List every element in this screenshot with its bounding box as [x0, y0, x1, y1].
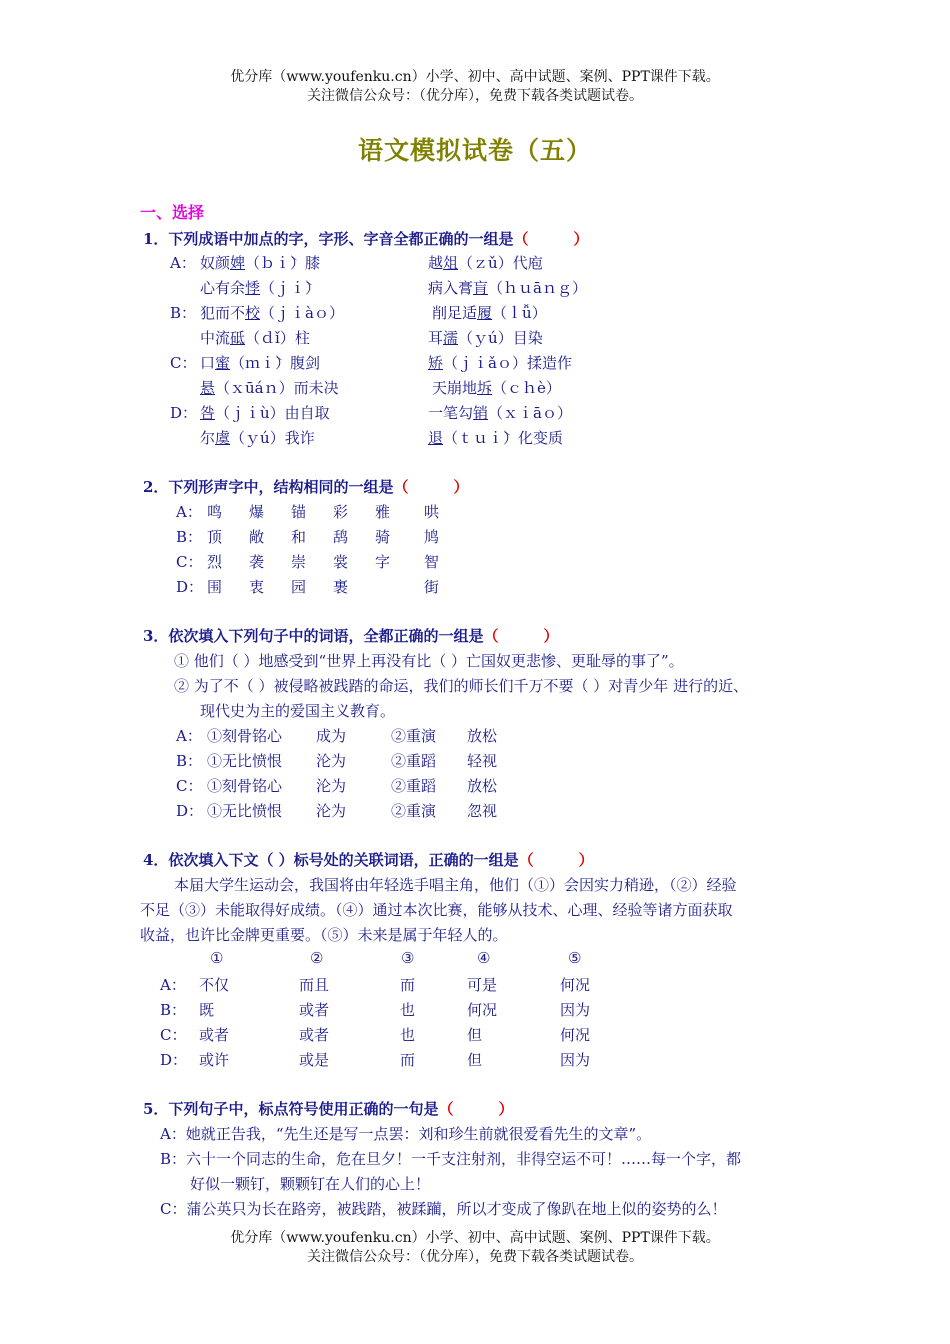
question-4-stem [143, 849, 594, 870]
word-cell: ①刻骨铭心 [207, 727, 283, 745]
option-label: A： [176, 727, 202, 745]
sentence-1: ① 他们（ ）地感受到“世界上再没有比（ ）亡国奴更悲惨、更耻辱的事了”。 [174, 652, 684, 670]
idiom-b4: 耳濡（ｙú）目染 [428, 329, 543, 347]
question-1-text: 1．下列成语中加点的字，字形、字音全都正确的一组是 [143, 230, 514, 248]
idiom-a3: 心有余悸（ｊｉ̀） [200, 279, 321, 297]
option-label: D： [160, 1051, 188, 1069]
word-cell: 也 [400, 1026, 416, 1044]
question-4-text: 4．依次填入下文（ ）标号处的关联词语，正确的一组是 [143, 851, 519, 869]
char-cell: 哄 [424, 503, 440, 521]
char-cell: 骑 [375, 528, 391, 546]
answer-blank: （ ） [513, 230, 589, 248]
answer-blank: （ ） [518, 851, 594, 869]
word-cell: 沦为 [316, 777, 347, 795]
question-5-stem [143, 1098, 513, 1119]
char-cell: 园 [291, 578, 307, 596]
column-header: ④ [477, 949, 491, 967]
option-label: B： [170, 304, 197, 322]
idiom-c1: 口蜜（ｍｉ̀）腹剑 [200, 354, 321, 372]
word-cell: ②重演 [391, 802, 437, 820]
idiom-b2: 削足适履（ｌǚ） [432, 304, 547, 322]
word-cell: 也 [400, 1001, 416, 1019]
idiom-b3: 中流砥（ｄǐ）柱 [200, 329, 310, 347]
option-b-cont: 好似一颗钉，颗颗钉在人们的心上！ [190, 1175, 431, 1193]
word-cell: 轻视 [467, 752, 498, 770]
option-label: A： [170, 254, 196, 272]
word-cell: 或者 [299, 1001, 330, 1019]
question-2-text: 2．下列形声字中，结构相同的一组是 [143, 478, 394, 496]
word-cell: 因为 [560, 1051, 591, 1069]
word-cell: 忽视 [467, 802, 498, 820]
header-line-1: 优分库（www.youfenku.cn）小学、初中、高中试题、案例、PPT课件下载。 [230, 69, 720, 85]
idiom-d1: 咎（ｊｉù）由自取 [200, 404, 330, 422]
word-cell: ①无比愤恨 [207, 802, 283, 820]
idiom-d2: 一笔勾销（ｘｉāｏ） [428, 404, 572, 422]
option-label: D： [176, 802, 204, 820]
word-cell: 因为 [560, 1001, 591, 1019]
word-cell: 但 [467, 1026, 483, 1044]
char-cell: 爆 [249, 503, 265, 521]
word-cell: ②重蹈 [391, 752, 437, 770]
char-cell: 围 [207, 578, 223, 596]
answer-blank: （ ） [393, 478, 469, 496]
option-a: A：她就正告我，“先生还是写一点罢：刘和珍生前就很爱看先生的文章”。 [160, 1125, 652, 1143]
word-cell: ①刻骨铭心 [207, 777, 283, 795]
idiom-a2: 越俎（ｚǔ）代庖 [428, 254, 543, 272]
char-cell: 雅 [375, 503, 391, 521]
option-label: B： [160, 1001, 187, 1019]
char-cell: 裳 [333, 553, 349, 571]
char-cell: 鸣 [207, 503, 223, 521]
word-cell: ①无比愤恨 [207, 752, 283, 770]
idiom-c2: 矫（ｊｉǎｏ）揉造作 [428, 354, 572, 372]
word-cell: 沦为 [316, 802, 347, 820]
char-cell: 智 [424, 553, 440, 571]
char-cell: 鸠 [424, 528, 440, 546]
question-3-stem [143, 625, 558, 646]
word-cell: 或许 [199, 1051, 230, 1069]
header-line-2: 关注微信公众号：（优分库），免费下载各类试题试卷。 [307, 88, 643, 104]
word-cell: 放松 [467, 727, 498, 745]
question-5-text: 5．下列句子中，标点符号使用正确的一句是 [143, 1100, 439, 1118]
idiom-b1: 犯而不校（ｊｉàｏ） [200, 304, 344, 322]
option-label: A： [176, 503, 202, 521]
word-cell: ②重蹈 [391, 777, 437, 795]
option-label: D： [170, 404, 198, 422]
idiom-a4: 病入膏肓（ｈｕāｎｇ） [428, 279, 587, 297]
option-label: B： [176, 752, 203, 770]
option-c: C：蒲公英只为长在路旁，被践踏，被蹂躏，所以才变成了像趴在地上似的姿势的么！ [160, 1200, 727, 1218]
word-cell: 而 [400, 976, 416, 994]
word-cell: 何况 [560, 976, 591, 994]
char-cell: 街 [424, 578, 440, 596]
sentence-2: ② 为了不（ ）被侵略被践踏的命运，我们的师长们千万不要（ ）对青少年 进行的近、 [174, 677, 749, 695]
idiom-a1: 奴颜婢（ｂｉ̀）膝 [200, 254, 321, 272]
idiom-d4: 退（ｔｕｉ̀）化变质 [428, 429, 564, 447]
answer-blank: （ ） [438, 1100, 514, 1118]
option-label: B： [176, 528, 203, 546]
section-heading: 一、选择 [140, 203, 205, 222]
option-label: D： [176, 578, 204, 596]
word-cell: 不仅 [199, 976, 230, 994]
char-cell: 彩 [333, 503, 349, 521]
word-cell: 可是 [467, 976, 498, 994]
column-header: ① [210, 949, 224, 967]
question-3-text: 3．依次填入下列句子中的词语，全都正确的一组是 [143, 627, 484, 645]
column-header: ② [310, 949, 324, 967]
char-cell: 裹 [333, 578, 349, 596]
char-cell: 顶 [207, 528, 223, 546]
char-cell: 锚 [291, 503, 307, 521]
question-1-stem [143, 228, 588, 249]
char-cell: 袭 [249, 553, 265, 571]
option-label: C： [160, 1026, 187, 1044]
answer-blank: （ ） [483, 627, 559, 645]
column-header: ⑤ [568, 949, 582, 967]
word-cell: ②重演 [391, 727, 437, 745]
option-label: C： [176, 553, 203, 571]
idiom-c4: 天崩地坼（ｃｈè） [432, 379, 561, 397]
word-cell: 或者 [199, 1026, 230, 1044]
word-cell: 何况 [560, 1026, 591, 1044]
char-cell: 崇 [291, 553, 307, 571]
word-cell: 既 [199, 1001, 215, 1019]
word-cell: 成为 [316, 727, 347, 745]
idiom-d3: 尔虞（ｙú）我诈 [200, 429, 315, 447]
char-cell: 和 [291, 528, 307, 546]
char-cell: 烈 [207, 553, 223, 571]
passage-line-2: 不足（③）未能取得好成绩。（④）通过本次比赛，能够从技术、心理、经验等诸方面获取 [140, 901, 733, 919]
column-header: ③ [401, 949, 415, 967]
char-cell: 鸹 [333, 528, 349, 546]
passage-line-1: 本届大学生运动会，我国将由年轻选手唱主角，他们（①）会因实力稍逊，（②）经验 [174, 876, 737, 894]
word-cell: 但 [467, 1051, 483, 1069]
char-cell: 字 [375, 553, 391, 571]
sentence-2-cont: 现代史为主的爱国主义教育。 [200, 702, 396, 720]
option-b: B：六十一个同志的生命，危在旦夕！一千支注射剂，非得空运不可！……每一个字，都 [160, 1150, 742, 1168]
option-label: C： [176, 777, 203, 795]
footer-line-2: 关注微信公众号：（优分库），免费下载各类试题试卷。 [307, 1249, 643, 1265]
word-cell: 或是 [299, 1051, 330, 1069]
word-cell: 而 [400, 1051, 416, 1069]
word-cell: 而且 [299, 976, 330, 994]
idiom-c3: 悬（ｘūáｎ）而未决 [200, 379, 339, 397]
question-2-stem [143, 476, 468, 497]
option-label: C： [170, 354, 197, 372]
char-cell: 敞 [249, 528, 265, 546]
word-cell: 或者 [299, 1026, 330, 1044]
option-label: A： [160, 976, 186, 994]
footer-line-1: 优分库（www.youfenku.cn）小学、初中、高中试题、案例、PPT课件下载。 [230, 1230, 720, 1246]
passage-line-3: 收益，也许比金牌更重要。（⑤）未来是属于年轻人的。 [140, 926, 508, 944]
word-cell: 沦为 [316, 752, 347, 770]
page-title: 语文模拟试卷（五） [357, 136, 592, 165]
char-cell: 衷 [249, 578, 265, 596]
word-cell: 放松 [467, 777, 498, 795]
word-cell: 何况 [467, 1001, 498, 1019]
